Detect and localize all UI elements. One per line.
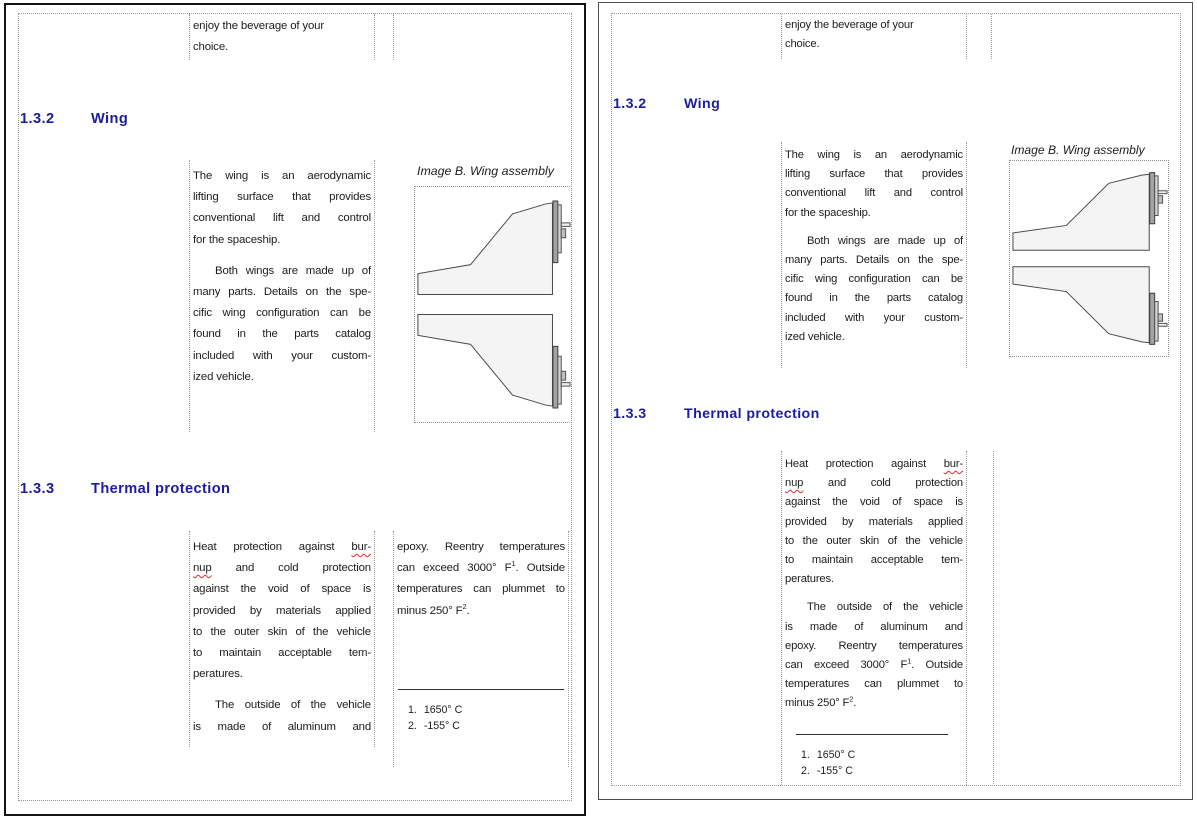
body-line: temperatures can plummet to: [785, 678, 963, 691]
footnote: 2. -155° C: [801, 764, 853, 777]
misspelled-word: nup: [193, 562, 212, 575]
footnote-block: [394, 689, 568, 734]
thermal-text-column-1[interactable]: [189, 531, 375, 747]
body-line: provided by materials applied: [193, 604, 371, 617]
column-gutter-line: [991, 14, 992, 59]
footnote-reference: 1: [907, 656, 912, 666]
body-line: conventional lift and control: [785, 187, 963, 200]
body-line: cific wing configuration can be: [785, 273, 963, 286]
document-page-left: [4, 3, 586, 816]
body-line: The wing is an aerodynamic: [193, 170, 371, 182]
misspelled-word: bur-: [943, 458, 963, 470]
footnote-separator: [796, 734, 948, 735]
body-line: to the outer skin of the vehicle: [193, 625, 371, 638]
section-title: Wing: [91, 111, 129, 127]
body-line: choice.: [785, 38, 820, 51]
paragraph-gap: [785, 223, 963, 232]
body-line: is made of aluminum and: [193, 720, 371, 733]
wing-diagram: [1010, 161, 1168, 356]
wing-bottom-silhouette: [418, 314, 570, 408]
body-line: can exceed 3000° F$^1$. Outside: [785, 656, 963, 672]
wing-top-silhouette: [418, 201, 570, 295]
section-title: Thermal protection: [684, 406, 820, 422]
page-text-frame: [611, 13, 1181, 786]
body-line: enjoy the beverage of your: [193, 20, 324, 32]
body-line: temperatures can plummet to: [397, 583, 565, 596]
body-line: many parts. Details on the spe-: [193, 286, 371, 299]
body-line: epoxy. Reentry temperatures: [785, 639, 963, 652]
section-title: Wing: [684, 96, 721, 112]
body-line: lifting surface that provides: [785, 168, 963, 181]
body-line: to maintain acceptable tem-: [193, 647, 371, 660]
body-line: peratures.: [193, 668, 243, 681]
footnote-reference: 1: [511, 559, 516, 569]
footnote-reference: 2: [462, 601, 467, 611]
body-line: against the void of space is: [785, 496, 963, 509]
wing-figure-frame[interactable]: [1009, 160, 1169, 357]
footnote-block: [782, 734, 966, 779]
document-page-right: [598, 2, 1193, 800]
body-line: to the outer skin of the vehicle: [785, 534, 963, 547]
section-number: 1.3.3: [613, 406, 647, 422]
body-line: found in the parts catalog: [193, 328, 371, 341]
misspelled-word: bur-: [351, 541, 371, 553]
footnote: 1. 1650° C: [408, 704, 463, 716]
intro-column[interactable]: [781, 14, 967, 59]
section-heading-wing[interactable]: [19, 111, 128, 129]
footnote: 2. -155° C: [408, 719, 460, 732]
body-line: provided by materials applied: [785, 515, 963, 528]
body-line: for the spaceship.: [193, 233, 281, 246]
body-line: nup and cold protection: [193, 562, 371, 575]
body-line: minus 250° F$^2$.: [785, 694, 857, 710]
section-heading-wing[interactable]: [612, 96, 720, 113]
body-line: can exceed 3000° F$^1$. Outside: [397, 559, 565, 575]
section-title: Thermal protection: [91, 481, 231, 497]
paragraph-gap: [193, 685, 371, 695]
body-line: included with your custom-: [785, 311, 963, 324]
body-line: Both wings are made up of: [807, 234, 963, 247]
footnote-reference: 2: [849, 694, 854, 704]
empty-column-frame-line: [993, 451, 994, 784]
section-number: 1.3.2: [613, 96, 647, 112]
paragraph-gap: [785, 589, 963, 598]
body-line: cific wing configuration can be: [193, 307, 371, 320]
body-line: The outside of the vehicle: [807, 601, 963, 614]
column-gutter-line: [393, 14, 394, 60]
wing-figure-frame[interactable]: [414, 186, 572, 423]
body-line: enjoy the beverage of your: [785, 19, 914, 31]
wing-text-column[interactable]: [189, 160, 375, 432]
body-line: epoxy. Reentry temperatures: [397, 541, 565, 553]
body-line: Both wings are made up of: [215, 264, 371, 277]
section-number: 1.3.2: [20, 111, 55, 127]
thermal-text-column-2[interactable]: [393, 531, 569, 767]
figure-caption: Image B. Wing assembly: [417, 164, 554, 178]
section-number: 1.3.3: [20, 481, 55, 497]
wing-diagram: [415, 187, 571, 422]
paragraph-gap: [193, 251, 371, 261]
body-line: nup and cold protection: [785, 477, 963, 490]
body-line: peratures.: [785, 573, 834, 586]
body-line: Heat protection against bur-: [193, 541, 371, 553]
section-heading-thermal[interactable]: [612, 406, 820, 423]
misspelled-word: nup: [785, 477, 804, 490]
wing-text-column[interactable]: [781, 142, 967, 368]
body-line: ized vehicle.: [193, 370, 254, 383]
figure-caption: Image B. Wing assembly: [1011, 143, 1145, 157]
wing-top-silhouette: [1013, 173, 1167, 251]
page-text-frame: [18, 13, 572, 801]
body-line: conventional lift and control: [193, 212, 371, 225]
intro-column[interactable]: [189, 14, 375, 60]
body-line: lifting surface that provides: [193, 191, 371, 204]
body-line: choice.: [193, 41, 229, 54]
body-line: ized vehicle.: [785, 330, 845, 343]
body-line: minus 250° F$^2$.: [397, 601, 470, 617]
body-line: The wing is an aerodynamic: [785, 149, 963, 161]
body-line: found in the parts catalog: [785, 292, 963, 305]
body-line: is made of aluminum and: [785, 620, 963, 633]
body-line: included with your custom-: [193, 349, 371, 362]
body-line: to maintain acceptable tem-: [785, 554, 963, 567]
body-line: many parts. Details on the spe-: [785, 254, 963, 267]
body-line: against the void of space is: [193, 583, 371, 596]
body-line: for the spaceship.: [785, 206, 871, 219]
footnote-separator: [398, 689, 564, 690]
body-line: Heat protection against bur-: [785, 458, 963, 470]
footnote: 1. 1650° C: [801, 749, 856, 761]
thermal-text-column-1[interactable]: [781, 451, 967, 785]
section-heading-thermal[interactable]: [19, 481, 230, 499]
wing-bottom-silhouette: [1013, 267, 1167, 345]
body-line: The outside of the vehicle: [215, 699, 371, 712]
